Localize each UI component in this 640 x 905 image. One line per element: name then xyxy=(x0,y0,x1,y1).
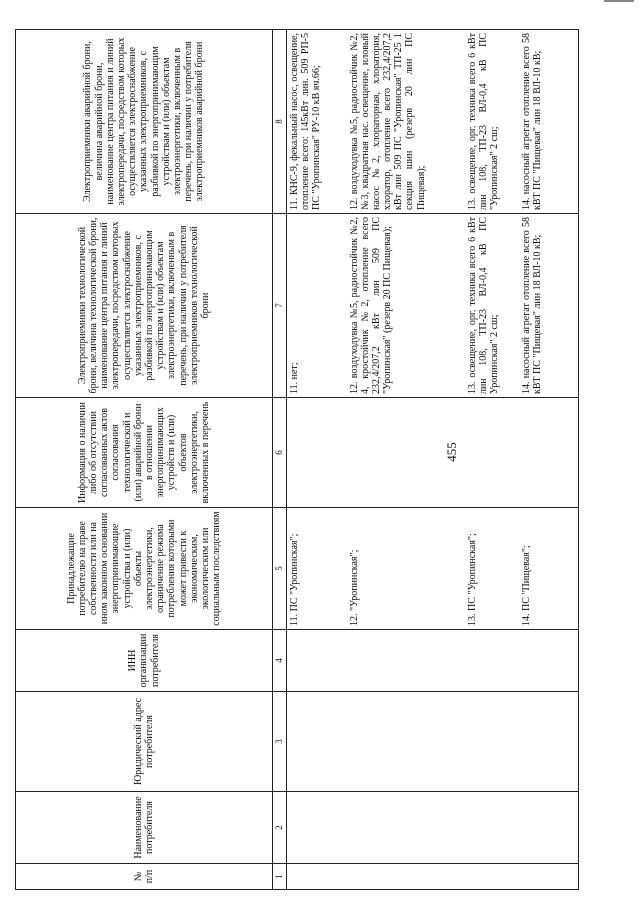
table-cell xyxy=(465,864,519,890)
header-cell: Информация о наличии либо об отсутствии согласованных актов согласования технологической и (или) аварийной брони в отношении энергопринимающих устройств и (или) объектов электроэнергетики, включенных в перечень xyxy=(16,398,273,508)
page-number: 455 xyxy=(444,442,459,462)
table-cell xyxy=(519,398,579,508)
table-row xyxy=(465,30,519,890)
table-cell: 14. насосный агрегат отопление всего 58 кВТ ПС "Пищевая" лин 18 ВЛ-10 кВ; xyxy=(519,214,579,398)
column-number: 5 xyxy=(273,508,287,630)
table-cell xyxy=(287,630,347,692)
table-cell: 12. воздуходувка №5, радиостойчик №2, №3, квадратная нас. освещение, иловый насос №2, хлораторная, хлоратория, хлоратор, отопление всего 232,4/207,2 кВт лин 509 ПС "Уропинская" ТП-25 1 секция шин (резерв 20 лин ПС Пищевая); xyxy=(347,30,465,214)
table-cell xyxy=(347,398,465,508)
table-cell xyxy=(347,630,465,692)
table-cell xyxy=(519,864,579,890)
header-cell: № п/п xyxy=(16,864,273,890)
table-row xyxy=(287,30,347,890)
table-cell xyxy=(347,792,465,864)
consumer-table xyxy=(15,29,579,890)
table-row xyxy=(347,30,465,890)
table-cell: 13. освещение, орг. техника всего 6 кВт лин 108, ТП-23 ВЛ-0,4 кВ ПС "Уропинская" 2 сш; xyxy=(465,30,519,214)
table-cell xyxy=(519,692,579,792)
table-cell: 11. нет; xyxy=(287,214,347,398)
header-cell: Юридический адрес потребителя xyxy=(16,692,273,792)
column-number: 8 xyxy=(273,30,287,214)
header-cell: Электроприемники технологической брони, величина технологической брони, наименование центра питания и линий электропередачи, посредством которых осуществляется электроснабжение указанных электроприемников, с разбивкой по энергопринимающим устройствам и (или) объектам электроэнергетики, включенным в перечень, при наличии у потребителя электроприемников технологической брони xyxy=(16,214,273,398)
table-cell: 13. освещение, орг. техника всего 6 кВт лин 108, ТП-23 ВЛ-0,4 кВ ПС Уропинская" 2 сш; xyxy=(465,214,519,398)
table-cell: 11. КНС-9, фекальный насос, освещение, отопление всего: 145кВт лин. 509 РП-5 ПС "Уропинская" РУ-10 кВ яч.66; xyxy=(287,30,347,214)
header-cell: ИНН организации потребителя xyxy=(16,630,273,692)
table-cell xyxy=(519,630,579,692)
table-cell xyxy=(287,398,347,508)
header-cell: Принадлежащие потребителю на праве собственности или на ином законном основании энергопринимающие устройства и (или) объекты электроэнергетики, ограничение режима потребления которыми может привести к экономическим, экологическим или социальным последствиям xyxy=(16,508,273,630)
header-cell: Электроприемники аварийной брони, величина аварийной брони, наименование центра питания и линий электропередачи, посредством которых осуществляется электроснабжение указанных электроприемников, с разбивкой по энергопринимающим устройствам и (или) объектам электроэнергетики, включенным в перечень, при наличии у потребителя электроприемников аварийной брони xyxy=(16,30,273,214)
column-number: 2 xyxy=(273,792,287,864)
table-cell: 13. ПС "Уропинская"; xyxy=(465,508,519,630)
column-number: 3 xyxy=(273,692,287,792)
table-cell xyxy=(465,398,519,508)
table-cell xyxy=(287,864,347,890)
table-cell xyxy=(465,792,519,864)
table-cell xyxy=(465,630,519,692)
table-cell xyxy=(347,864,465,890)
table-cell xyxy=(347,692,465,792)
table-cell: 11. ПС "Уропинская"; xyxy=(287,508,347,630)
rotated-table-sheet xyxy=(15,30,615,890)
table-cell xyxy=(519,792,579,864)
table-cell xyxy=(287,692,347,792)
column-number: 7 xyxy=(273,214,287,398)
table-cell: 14. насосный агрегат отопление всего 58 кВТ ПС "Пищевая" лин 18 ВЛ-10 кВ; xyxy=(519,30,579,214)
header-cell: Наименование потребителя xyxy=(16,792,273,864)
table-cell: 14. ПС "Пищевая"; xyxy=(519,508,579,630)
column-number-row xyxy=(273,30,287,890)
header-row xyxy=(16,30,273,890)
table-row xyxy=(519,30,579,890)
column-number: 1 xyxy=(273,864,287,890)
column-number: 6 xyxy=(273,398,287,508)
table-cell: 12. воздуходувка №5, радиостойчик №2, 4, кростойчик №2, отопление всего 232,4/207,2 кВт лин 509 ПС "Уропинская" (резерв 20 ПС Пищевая); xyxy=(347,214,465,398)
corner-mark xyxy=(604,0,634,2)
column-number: 4 xyxy=(273,630,287,692)
table-cell: 12. "Уропинская"; xyxy=(347,508,465,630)
table-cell xyxy=(465,692,519,792)
table-cell xyxy=(287,792,347,864)
